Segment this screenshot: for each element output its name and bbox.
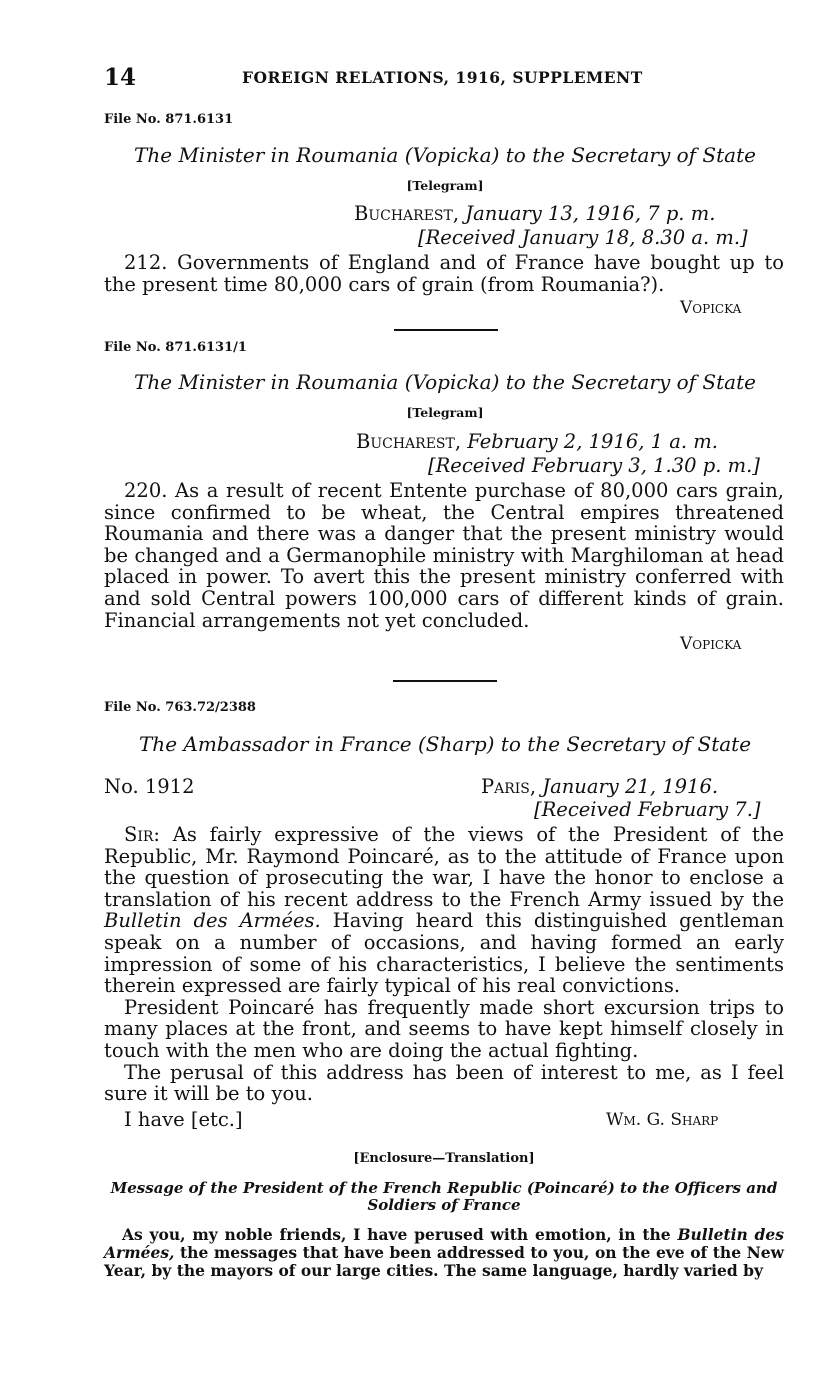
signature-3: Wm. G. Sharp (606, 1110, 719, 1130)
dateline-1 (354, 202, 715, 225)
section-divider (394, 329, 498, 331)
letter-paragraph-1 (104, 824, 784, 997)
body-paragraph: 212. Governments of England and of France have bought up to the present time 80,000 cars of grain (from Roumania?). (104, 251, 784, 296)
dateline-date: January 21, 1916. (542, 775, 719, 798)
file-number-3: File No. 763.72/2388 (104, 700, 256, 715)
signature-1: Vopicka (680, 298, 742, 318)
received-line-2: [Received February 3, 1.30 p. m.] (428, 454, 760, 477)
letter-paragraph-2: President Poincaré has frequently made short excursion trips to many places at the front, and seems to have kept himself closely in touch with the men who are doing the actual fighting. (104, 995, 784, 1062)
received-line-3: [Received February 7.] (534, 798, 761, 821)
enclosure-title-line: Soldiers of France (367, 1196, 521, 1214)
file-number-2: File No. 871.6131/1 (104, 340, 247, 355)
publication-title: Bulletin des Armées, (104, 1225, 784, 1262)
dateline-place: Bucharest, (354, 202, 460, 225)
document-title-2: The Minister in Roumania (Vopicka) to the Secretary of State (134, 370, 756, 394)
letter-body (104, 824, 784, 1105)
running-head: FOREIGN RELATIONS, 1916, SUPPLEMENT (242, 68, 643, 87)
signature-2: Vopicka (680, 634, 742, 654)
enclosure-paragraph (104, 1226, 784, 1280)
document-title-3: The Ambassador in France (Sharp) to the Secretary of State (138, 732, 752, 756)
salutation: Sir: (124, 823, 160, 846)
telegram-body-1 (104, 252, 784, 295)
dateline-date: January 13, 1916, 7 p. m. (465, 202, 716, 225)
document-title-1: The Minister in Roumania (Vopicka) to the Secretary of State (134, 143, 756, 167)
paragraph-text: As you, my noble friends, I have perused with emotion, in the (122, 1225, 671, 1244)
dateline-3 (481, 775, 718, 798)
telegram-label-2: [Telegram] (406, 405, 484, 420)
dateline-place: Bucharest, (356, 430, 462, 453)
paragraph-text: Having heard this distinguished gentleman speak on a number of occasions, and having formed an early impression of some of his characteristics, I believe the sentiments therein expressed are fairly typical of his real convictions. (104, 909, 785, 998)
enclosure-body (104, 1226, 784, 1280)
received-line-1: [Received January 18, 8.30 a. m.] (418, 226, 748, 249)
publication-title: Bulletin des Armées. (104, 909, 321, 933)
dateline-date: February 2, 1916, 1 a. m. (467, 430, 718, 453)
letter-paragraph-3: The perusal of this address has been of interest to me, as I feel sure it will be to you. (104, 1060, 784, 1106)
section-divider (393, 680, 497, 682)
paragraph-text: As fairly expressive of the views of the President of the Republic, Mr. Raymond Poincaré, as to the attitude of France upon the question of prosecuting the war, I have the honor to enclose a translation of his recent address to the French Army issued by the (104, 823, 784, 911)
telegram-body-2 (104, 480, 784, 631)
paragraph-text: the messages that have been addressed to you, on the eve of the New Year, by the mayors of our large cities. The same language, hardly varied by (104, 1243, 784, 1280)
page-number: 14 (104, 64, 137, 91)
enclosure-title-line: Message of the President of the French Republic (Poincaré) to the Officers and (110, 1179, 778, 1197)
body-paragraph: 220. As a result of recent Entente purchase of 80,000 cars grain, since confirmed to be wheat, the Central empires threatened Roumania and there was a danger that the present ministry would be changed and a Germanophile ministry with Marghiloman at head placed in power. To avert this the present ministry conferred with and sold Central powers 100,000 cars of different kinds of grain. Financial arrangements not yet concluded. (104, 479, 784, 632)
dateline-place: Paris, (481, 775, 537, 798)
file-number-1: File No. 871.6131 (104, 112, 234, 127)
enclosure-title (104, 1180, 784, 1214)
dispatch-number: No. 1912 (104, 775, 195, 798)
dateline-2 (356, 430, 718, 453)
closing: I have [etc.] (124, 1108, 243, 1131)
telegram-label-1: [Telegram] (406, 178, 484, 193)
enclosure-label: [Enclosure—Translation] (353, 1151, 535, 1166)
